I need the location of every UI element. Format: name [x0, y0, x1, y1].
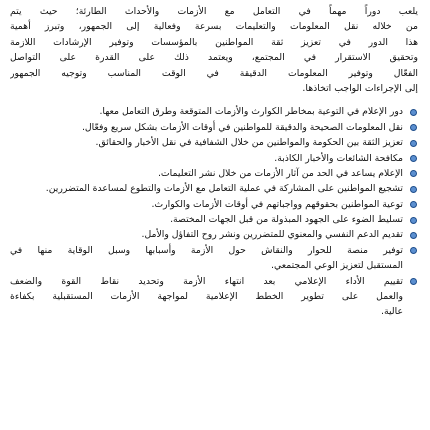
text-line: عالية. [381, 306, 403, 318]
list-item [10, 135, 418, 150]
list-item [10, 227, 418, 242]
text-line: إلى الإجراءات الواجب اتخاذها. [302, 82, 418, 94]
text-line: مكافحة الشائعات والأخبار الكاذبة. [274, 152, 403, 164]
text-line: دور الإعلام في التوعية بمخاطر الكوارث والأزمات المتوقعة وطرق التعامل معها. [99, 106, 403, 118]
intro-paragraph [10, 4, 418, 96]
text-line: نقل المعلومات الصحيحة والدقيقة للمواطنين في أوقات الأزمات بشكل سريع وفعّال. [81, 121, 403, 133]
text-line: هذا الدور في تعزيز ثقة المواطنين بالمؤسسات وتوفير الإرشادات اللازمة [10, 36, 418, 48]
text-line: توفير منصة للحوار والنقاش حول الأزمة وأسبابها وسبل الوقاية منها في [10, 244, 403, 256]
list-item [10, 274, 418, 320]
text-line: من خلاله نقل المعلومات والتعليمات بسرعة وفعالية إلى الجمهور، وتبرز أهمية [10, 21, 418, 33]
text-line: المستقبل لتعزيز الوعي المجتمعي. [271, 260, 403, 272]
list-item [10, 104, 418, 119]
list-item [10, 151, 418, 166]
bullet-icon [410, 109, 417, 116]
list-item [10, 197, 418, 212]
list-item [10, 181, 418, 196]
text-line: والعمل على تطوير الخطط الإعلامية لمواجهة الأزمات المستقبلية بكفاءة [10, 291, 403, 303]
bullet-icon [410, 278, 417, 285]
list-item [10, 120, 418, 135]
text-line: الإعلام يساعد في الحد من آثار الأزمات من خلال نشر التعليمات. [157, 167, 403, 179]
text-line: تسليط الضوء على الجهود المبذولة من قبل الجهات المختصة. [170, 214, 403, 226]
text-line: تشجيع المواطنين على المشاركة في عملية التعامل مع الأزمات والتطوع لمساعدة المتضررين. [45, 183, 403, 195]
bullet-icon [410, 140, 417, 147]
bullet-icon [410, 170, 417, 177]
text-line: الفعّال وتوفير المعلومات الدقيقة في الوقت المناسب وتوجيه الجمهور [10, 67, 418, 79]
bullet-icon [410, 232, 417, 239]
text-line: تقديم الدعم النفسي والمعنوي للمتضررين ونشر روح التفاؤل والأمل. [141, 229, 403, 241]
bullet-icon [410, 247, 417, 254]
bullet-icon [410, 124, 417, 131]
text-line: تقييم الأداء الإعلامي بعد انتهاء الأزمة وتحديد نقاط القوة والضعف [10, 275, 403, 287]
bullet-list [10, 104, 418, 319]
list-item [10, 166, 418, 181]
list-item [10, 243, 418, 274]
list-item [10, 212, 418, 227]
bullet-icon [410, 217, 417, 224]
text-line: تعزيز الثقة بين الحكومة والمواطنين من خلال الشفافية في نقل الأخبار والحقائق. [95, 137, 403, 149]
text-line: وتحقيق الاستقرار في المجتمع، ويعتمد ذلك على القدرة على التواصل [10, 52, 418, 64]
text-line: توعية المواطنين بحقوقهم وواجباتهم في أوقات الأزمات والكوارث. [151, 198, 403, 210]
text-line: يلعب دوراً مهماً في التعامل مع الأزمات والأحداث الطارئة؛ حيث يتم [10, 6, 418, 17]
bullet-icon [410, 201, 417, 208]
bullet-icon [410, 155, 417, 162]
bullet-icon [410, 186, 417, 193]
